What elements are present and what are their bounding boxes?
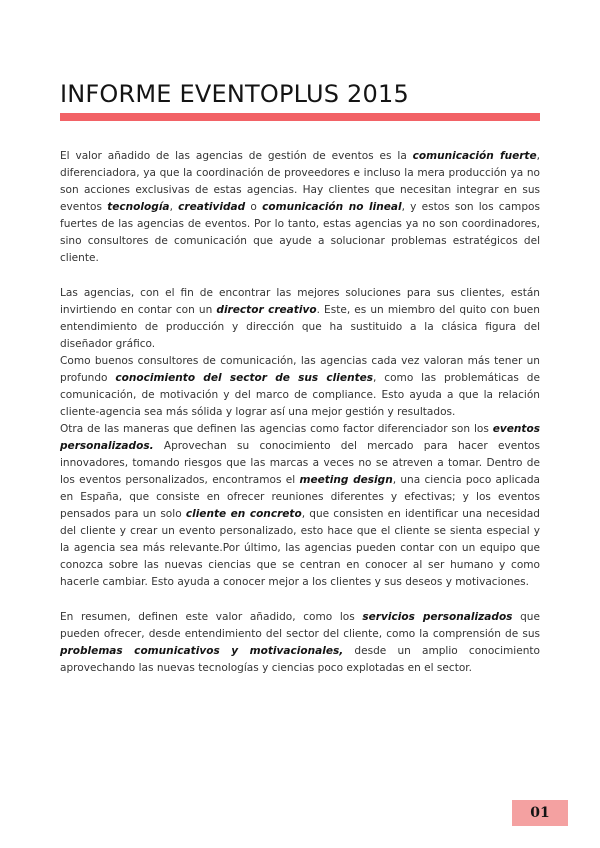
paragraph-text: , y estos son los campos fuertes de las agencias de eventos. Por lo tanto, estas agencias ya no son coordinadores, sino consultores de comunicación que ayude a solucionar problemas estratégicos del cliente. — [60, 201, 540, 264]
paragraph-text: Aprovechan su conocimiento del mercado para hacer eventos innovadores, tomando riesgos que las marcas a veces no se atreven a tomar. Dentro de los eventos personalizados, encontramos el — [60, 440, 540, 486]
document-title: INFORME EVENTOPLUS 2015 — [60, 80, 409, 108]
page-number-badge — [512, 800, 568, 826]
page-number: 01 — [530, 805, 550, 821]
paragraph-text: Como buenos consultores de comunicación, las agencias cada vez valoran más tener un profundo — [60, 355, 540, 384]
paragraph-text: , como las problemáticas de comunicación, de motivación y del marco de compliance. Esto ayuda a que la relación cliente-agencia sea más sólida y lograr así una mejor gestión y resultados. — [60, 372, 540, 418]
body-paragraph — [60, 421, 540, 591]
emphasized-text: problemas comunicativos y motivacionales, — [60, 645, 344, 657]
emphasized-text: director creativo — [216, 304, 317, 316]
paragraph-text: , diferenciadora, ya que la coordinación de proveedores e incluso la mera producción ya no son acciones exclusivas de estas agencias. Hay clientes que necesitan integrar en sus eventos — [60, 150, 540, 213]
paragraph-text: desde un amplio conocimiento aprovechando las nuevas tecnologías y ciencias poco explotadas en el sector. — [60, 645, 540, 674]
paragraph-text: que pueden ofrecer, desde entendimiento del sector del cliente, como la comprensión de sus — [60, 611, 540, 640]
emphasized-text: creatividad — [178, 201, 246, 213]
paragraph-text: , — [169, 201, 179, 213]
emphasized-text: servicios personalizados — [362, 611, 513, 623]
body-paragraph — [60, 285, 540, 353]
paragraph-text: . Este, es un miembro del quito con buen entendimiento de producción y dirección que ha sustituido a la clásica figura del diseñador gráfico. — [60, 304, 540, 350]
title-underline-bar — [60, 113, 540, 121]
body-paragraph — [60, 609, 540, 677]
emphasized-text: meeting design — [299, 474, 393, 486]
paragraph-gap — [60, 591, 540, 609]
emphasized-text: tecnología — [107, 201, 170, 213]
emphasized-text: comunicación fuerte — [412, 150, 537, 162]
body-paragraph — [60, 353, 540, 421]
document-body — [60, 148, 540, 677]
paragraph-text: , una ciencia poco aplicada en España, que consiste en ofrecer reuniones diferentes y efectivas; y los eventos pensados para un solo — [60, 474, 540, 520]
paragraph-text: o — [245, 201, 263, 213]
paragraph-text: , que consisten en identificar una necesidad del cliente y crear un evento personalizado, esto hace que el cliente se sienta especial y la agencia sea más relevante.Por último, las agencias pueden contar con un equipo que conozca sobre las nuevas ciencias que se centran en conocer al ser humano y como hacerle cambiar. Esto ayuda a conocer mejor a los clientes y sus deseos y motivaciones. — [60, 508, 540, 588]
paragraph-text: En resumen, definen este valor añadido, como los — [60, 611, 363, 623]
emphasized-text: cliente en concreto — [185, 508, 302, 520]
emphasized-text: comunicación no lineal — [262, 201, 402, 213]
paragraph-text: Otra de las maneras que definen las agencias como factor diferenciador son los — [60, 423, 493, 435]
emphasized-text: conocimiento del sector de sus clientes — [115, 372, 374, 384]
paragraph-text: Las agencias, con el fin de encontrar las mejores soluciones para sus clientes, están invirtiendo en contar con un — [60, 287, 540, 316]
emphasized-text: eventos personalizados. — [60, 423, 540, 452]
paragraph-text: El valor añadido de las agencias de gestión de eventos es la — [60, 150, 413, 162]
paragraph-gap — [60, 267, 540, 285]
body-paragraph — [60, 148, 540, 267]
